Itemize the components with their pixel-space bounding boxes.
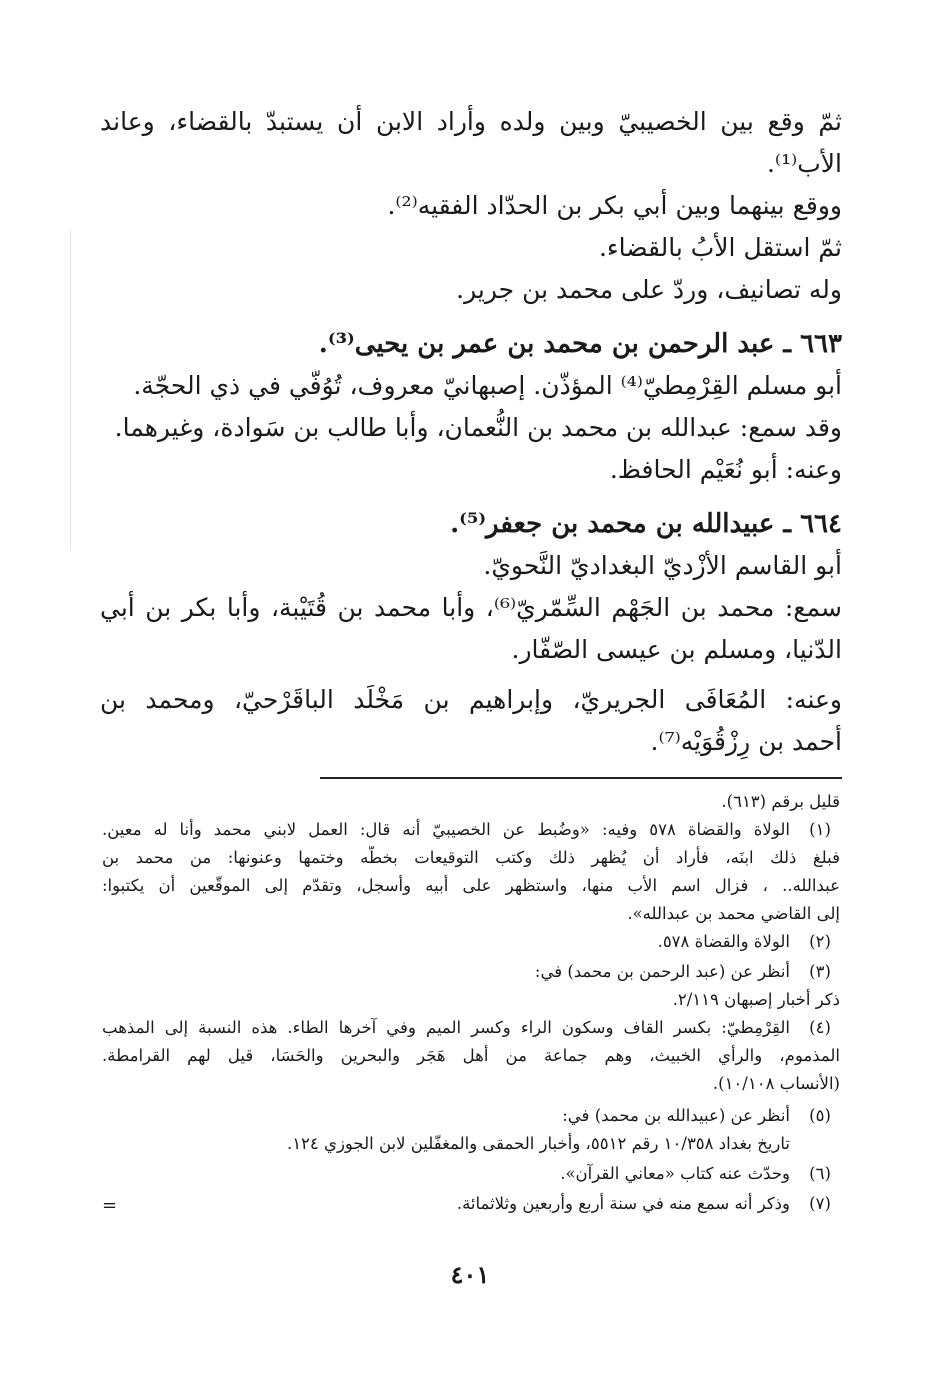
body-line: وعنه: أبو نُعَيْم الحافظ. xyxy=(609,455,842,484)
footnote-line: أنظر عن (عبيدالله بن محمد) في: xyxy=(562,1106,790,1125)
footnote-line: (الأنساب ١٠/١٠٨). xyxy=(712,1074,840,1093)
body-line: أبو مسلم القِرْمِطيّ⁽⁴⁾ المؤذّن. إصبهانيّ معروف، تُوُفّي في ذي الحجّة. xyxy=(133,371,842,400)
footnote-line: تاريخ بغداد ١٠/٣٥٨ رقم ٥٥١٢، وأخبار الحمقى والمغفّلين لابن الجوزي ١٢٤. xyxy=(286,1134,790,1153)
body-line: وله تصانيف، وردّ على محمد بن جرير. xyxy=(456,275,842,304)
footnote-line: وحدّث عنه كتاب «معاني القرآن». xyxy=(560,1164,790,1183)
footnote-line: أنظر عن (عبد الرحمن بن محمد) في: xyxy=(534,962,790,981)
footnote-line: القِرْمِطيّ: بكسر القاف وسكون الراء وكسر الميم وفي آخرها الطاء. هذه النسبة إلى المذهب xyxy=(102,1018,790,1037)
footnote-line: فبلغ ذلك ابنَه، فأراد أن يُظهر ذلك وكتب التوقيعات بخطّه وختمها وعنونها: من محمد بن xyxy=(102,848,840,867)
footnote-number: (٧) xyxy=(809,1194,831,1213)
scan-gutter-line xyxy=(70,230,71,550)
footnote-line: الولاة والقضاة ٥٧٨ وفيه: «وضُبط عن الخصيبيّ أنه قال: العمل لابني محمد وأنا له معين. xyxy=(102,820,790,839)
body-line: أحمد بن رِزْقُوَيْه⁽⁷⁾. xyxy=(650,727,842,756)
page-number: ٤٠١ xyxy=(450,1260,490,1289)
footnote-line: وذكر أنه سمع منه في سنة أربع وأربعين وثلاثمائة. xyxy=(456,1194,790,1213)
body-line: ثمّ استقل الأبُ بالقضاء. xyxy=(598,233,842,262)
entry-heading-663: ٦٦٣ ـ عبد الرحمن بن محمد بن عمر بن يحيى⁽³⁾. xyxy=(318,329,842,359)
body-line: أبو القاسم الأزْديّ البغداديّ النَّحويّ. xyxy=(483,551,842,580)
footnote-number: (١) xyxy=(809,820,831,839)
body-line: الأب⁽¹⁾. xyxy=(766,149,842,178)
body-line: وقد سمع: عبدالله بن محمد بن النُّعمان، وأبا طالب بن سَوادة، وغيرهما. xyxy=(114,413,842,442)
margin-mark: = xyxy=(102,1195,118,1216)
footnote-continuation: قليل برقم (٦١٣). xyxy=(721,792,840,811)
footnote-number: (٢) xyxy=(809,932,831,951)
footnote-separator xyxy=(320,777,842,779)
entry-heading-664: ٦٦٤ ـ عبيدالله بن محمد بن جعفر⁽⁵⁾. xyxy=(450,509,842,539)
footnote-line: عبدالله.. ، فزال اسم الأب منها، واستظهر على أبيه وأسجل، وتقدّم إلى الموقّعين أن يكتبوا: xyxy=(102,876,840,895)
footnote-number: (٣) xyxy=(809,962,831,981)
footnote-line: إلى القاضي محمد بن عبدالله». xyxy=(627,904,840,923)
footnote-number: (٦) xyxy=(809,1164,831,1183)
footnote-number: (٤) xyxy=(809,1018,831,1037)
footnote-line: المذموم، والرأي الخبيث، وهم جماعة من أهل هَجَر والبحرين والحَسَا، قيل لهم القرامطة. xyxy=(102,1046,840,1065)
body-line: ووقع بينهما وبين أبي بكر بن الحدّاد الفقيه⁽²⁾. xyxy=(387,191,842,220)
body-line: وعنه: المُعَافَى الجريريّ، وإبراهيم بن مَخْلَد الباقَرْحيّ، ومحمد بن xyxy=(100,685,842,714)
footnote-number: (٥) xyxy=(809,1106,831,1125)
body-line: ثمّ وقع بين الخصيبيّ وبين ولده وأراد الابن أن يستبدّ بالقضاء، وعاند xyxy=(100,107,842,136)
body-line: الدّنيا، ومسلم بن عيسى الصّفّار. xyxy=(511,635,842,664)
footnote-line: ذكر أخبار إصبهان ٢/١١٩. xyxy=(672,990,840,1009)
body-line: سمع: محمد بن الجَهْم السِّمّريّ⁽⁶⁾، وأبا محمد بن قُتَيْبة، وأبا بكر بن أبي xyxy=(100,593,842,622)
footnote-line: الولاة والقضاة ٥٧٨. xyxy=(657,932,790,951)
